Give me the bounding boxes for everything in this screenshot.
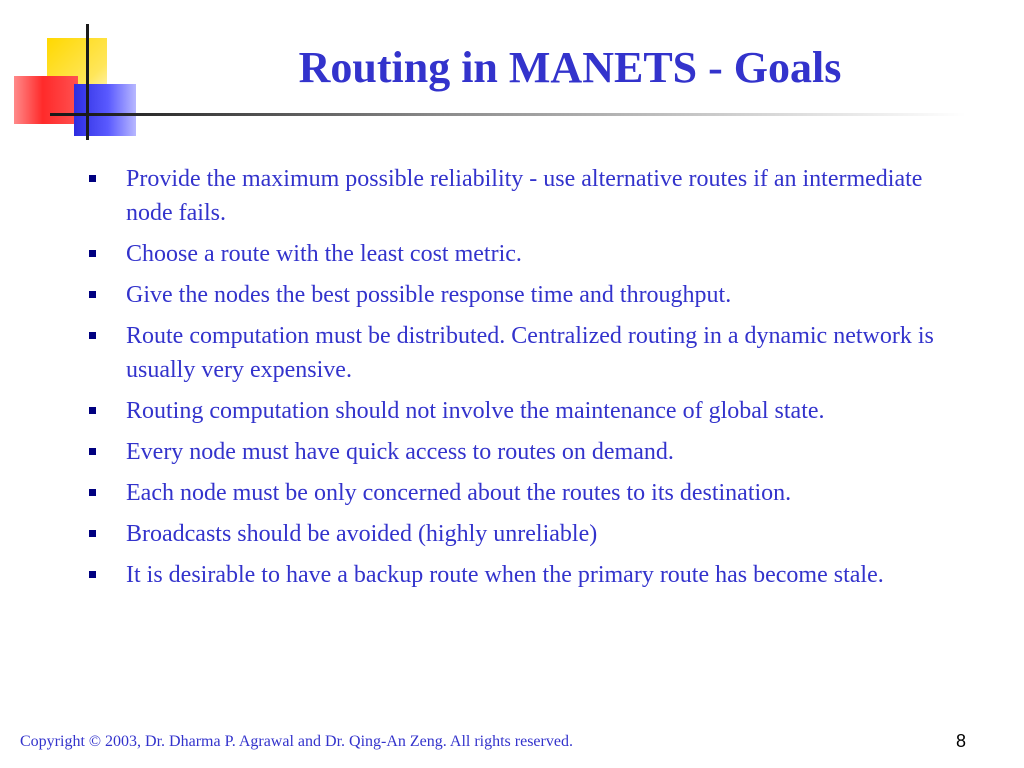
bullet-item <box>86 558 946 592</box>
slide-title: Routing in MANETS - Goals <box>298 43 842 92</box>
bullet-text: Every node must have quick access to routes on demand. <box>126 439 674 465</box>
bullet-item <box>86 476 946 510</box>
bullet-list <box>86 162 946 599</box>
bullet-item <box>86 237 946 271</box>
title-rule <box>86 113 966 116</box>
red-square <box>14 76 78 124</box>
bullet-text: Provide the maximum possible reliability - use alternative routes if an intermediate node fails. <box>126 166 923 226</box>
bullet-icon <box>89 407 96 414</box>
bullet-text: Route computation must be distributed. Centralized routing in a dynamic network is usually very expensive. <box>126 323 934 383</box>
bullet-icon <box>89 291 96 298</box>
bullet-text: Give the nodes the best possible response time and throughput. <box>126 282 732 308</box>
bullet-text: Routing computation should not involve the maintenance of global state. <box>126 398 825 424</box>
copyright-footer: Copyright © 2003, Dr. Dharma P. Agrawal and Dr. Qing-An Zeng. All rights reserved. <box>20 733 573 750</box>
bullet-item <box>86 435 946 469</box>
bullet-icon <box>89 448 96 455</box>
bullet-icon <box>89 530 96 537</box>
bullet-item <box>86 319 946 387</box>
bullet-icon <box>89 489 96 496</box>
bullet-icon <box>89 571 96 578</box>
bullet-text: Broadcasts should be avoided (highly unreliable) <box>126 521 598 547</box>
bullet-item <box>86 517 946 551</box>
bullet-text: It is desirable to have a backup route when the primary route has become stale. <box>126 562 884 588</box>
page-number: 8 <box>955 731 966 751</box>
bullet-text: Each node must be only concerned about the routes to its destination. <box>126 480 792 506</box>
bullet-icon <box>89 332 96 339</box>
bullet-icon <box>89 175 96 182</box>
bullet-item <box>86 162 946 230</box>
bullet-text: Choose a route with the least cost metric. <box>126 241 522 267</box>
vertical-line <box>86 24 89 140</box>
blue-square <box>74 84 136 136</box>
bullet-item <box>86 278 946 312</box>
bullet-item <box>86 394 946 428</box>
bullet-icon <box>89 250 96 257</box>
decorative-logo <box>0 0 150 150</box>
